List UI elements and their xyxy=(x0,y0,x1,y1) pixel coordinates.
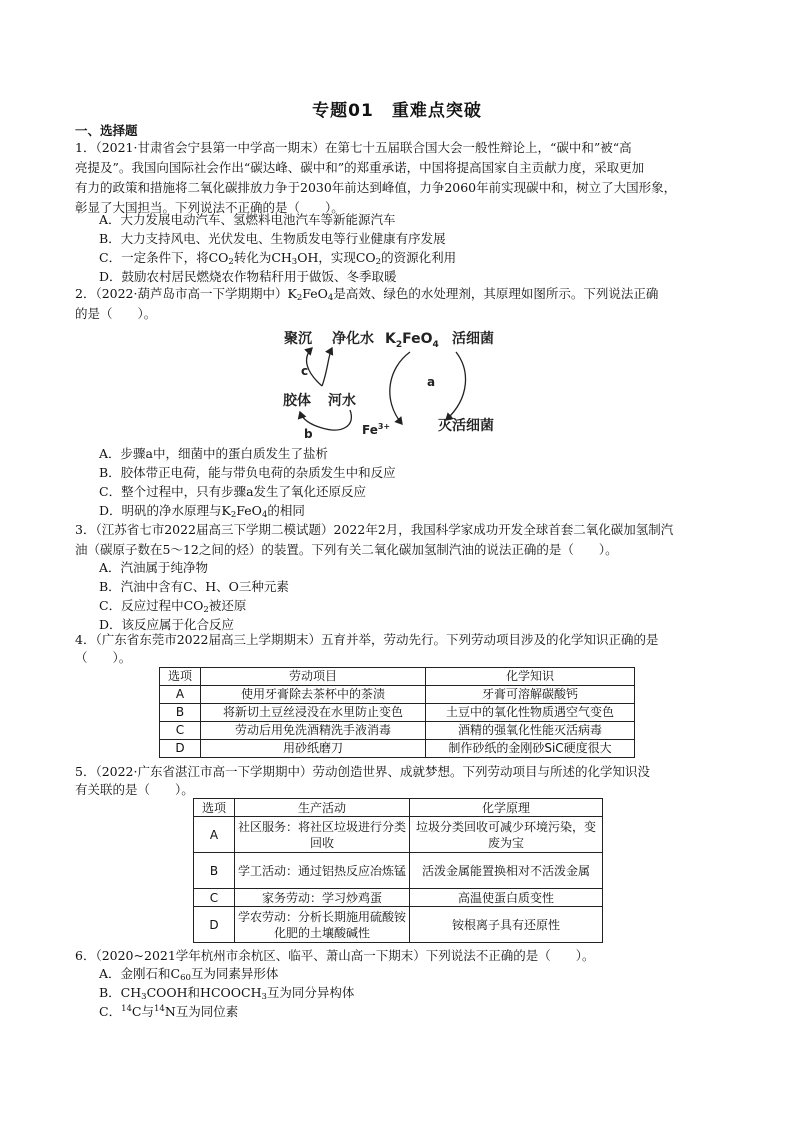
table-cell: 使用牙膏除去茶杯中的茶渍 xyxy=(201,686,426,704)
table-cell: 社区服务：将社区垃圾进行分类回收 xyxy=(235,817,410,853)
label-step-a: a xyxy=(427,375,436,389)
table-header: 生产活动 xyxy=(235,799,410,817)
table-cell: 牙膏可溶解碳酸钙 xyxy=(426,686,635,704)
label-step-c: c xyxy=(301,364,309,378)
table-row xyxy=(160,704,635,722)
table-row xyxy=(160,722,635,740)
question-2-option-a: A．步骤a中，细菌中的蛋白质发生了盐析 xyxy=(99,446,328,461)
question-1-line: 有力的政策和措施将二氧化碳排放力争于2030年前达到峰值，力争2060年前实现碳中和，树立了大国形象， xyxy=(75,180,677,195)
water-treatment-diagram xyxy=(270,322,530,444)
table-cell: 家务劳动：学习炒鸡蛋 xyxy=(235,889,410,907)
labor-table xyxy=(159,667,635,758)
label-miehuo: 灭活细菌 xyxy=(438,418,494,434)
table-cell: 将新切土豆丝浸没在水里防止变色 xyxy=(201,704,426,722)
question-2-line: 2．（2022·葫芦岛市高一下学期期中）$K_2FeO_4$是高效、绿色的水处理剂，其原理如图所示。下列说法正确 xyxy=(75,286,659,303)
table-row xyxy=(160,740,635,758)
question-3-option-c: C．反应过程中$CO_2$被还原 xyxy=(99,598,247,615)
production-table xyxy=(193,798,603,943)
table-cell: 酒精的强氧化性能灭活病毒 xyxy=(426,722,635,740)
table-row xyxy=(194,853,603,889)
table-header-row xyxy=(194,799,603,817)
table-cell: 土豆中的氧化性物质遇空气变色 xyxy=(426,704,635,722)
table-cell: 垃圾分类回收可减少环境污染，变废为宝 xyxy=(410,817,603,853)
table-header: 化学原理 xyxy=(410,799,603,817)
label-jinghuashui: 净化水 xyxy=(332,331,374,347)
label-fe3: $Fe^{3+}$ xyxy=(362,422,391,437)
table-header: 劳动项目 xyxy=(201,668,426,686)
label-heshui: 河水 xyxy=(328,393,356,409)
question-2-option-b: B．胶体带正电荷，能与带负电荷的杂质发生中和反应 xyxy=(99,465,396,480)
section-heading: 一、选择题 xyxy=(75,123,138,138)
table-header: 选项 xyxy=(194,799,235,817)
question-3-line: 油（碳原子数在5～12之间的烃）的装置。下列有关二氧化碳加氢制汽油的说法正确的是（ ）。 xyxy=(75,542,618,557)
question-3-option-a: A．汽油属于纯净物 xyxy=(99,560,209,575)
question-3-option-d: D．该反应属于化合反应 xyxy=(99,617,235,632)
question-2-line: 的是（ ）。 xyxy=(75,306,157,321)
question-5-line: 5．（2022·广东省湛江市高一下学期期中）劳动创造世界、成就梦想。下列劳动项目与所述的化学知识没 xyxy=(75,764,650,779)
page-title: 专题01 重难点突破 xyxy=(312,101,482,121)
table-cell: A xyxy=(160,686,201,704)
label-k2feo4: $K_2FeO_4$ xyxy=(385,331,439,350)
question-5-line: 有关联的是（ ）。 xyxy=(75,782,194,797)
question-4-line: 4．（广东省东莞市2022届高三上学期期末）五育并举，劳动先行。下列劳动项目涉及的化学知识正确的是 xyxy=(75,632,659,647)
question-6-line: 6．（2020~2021学年杭州市余杭区、临平、萧山高一下期末）下列说法不正确的是（ ）。 xyxy=(75,948,595,963)
table-cell: 学农劳动：分析长期施用硫酸铵化肥的土壤酸碱性 xyxy=(235,907,410,943)
table-cell: B xyxy=(160,704,201,722)
arrow-c-jinghuashui xyxy=(322,348,332,386)
table-header-row xyxy=(160,668,635,686)
question-4-line: （ ）。 xyxy=(75,650,132,665)
question-1-line: 1．（2021·甘肃省会宁县第一中学高一期末）在第七十五届联合国大会一般性辩论上，“碳中和”被“高 xyxy=(75,140,632,155)
table-cell: A xyxy=(194,817,235,853)
arrow-a-fe xyxy=(390,352,410,424)
table-cell: 制作砂纸的金刚砂SiC硬度很大 xyxy=(426,740,635,758)
question-6-option-a: A．金刚石和$C_{60}$互为同素异形体 xyxy=(99,966,279,983)
label-jucheng: 聚沉 xyxy=(284,331,312,347)
question-2-option-c: C．整个过程中，只有步骤a发生了氧化还原反应 xyxy=(99,484,367,499)
arrow-c-jucheng xyxy=(307,348,322,386)
question-6-option-b: B．$CH_3COOH$和$HCOOCH_3$互为同分异构体 xyxy=(99,985,355,1002)
label-huoxijun: 活细菌 xyxy=(452,331,494,347)
question-1-option-b: B．大力支持风电、光伏发电、生物质发电等行业健康有序发展 xyxy=(99,231,446,246)
question-2-option-d: D．明矾的净水原理与$K_2FeO_4$的相同 xyxy=(99,503,305,520)
table-cell: 铵根离子具有还原性 xyxy=(410,907,603,943)
table-cell: 活泼金属能置换相对不活泼金属 xyxy=(410,853,603,889)
question-1-option-c: C．一定条件下，将$CO_2$转化为$CH_3OH$，实现$CO_2$的资源化利用 xyxy=(99,250,457,267)
table-header: 化学知识 xyxy=(426,668,635,686)
table-cell: D xyxy=(194,907,235,943)
question-1-line: 亮提及”。我国向国际社会作出“碳达峰、碳中和”的郑重承诺，中国将提高国家自主贡献力度，采取更加 xyxy=(75,160,645,175)
table-header: 选项 xyxy=(160,668,201,686)
question-1-option-a: A．大力发展电动汽车、氢燃料电池汽车等新能源汽车 xyxy=(99,212,396,227)
label-step-b: b xyxy=(304,427,313,441)
table-cell: 高温使蛋白质变性 xyxy=(410,889,603,907)
table-cell: 学工活动：通过铝热反应冶炼锰 xyxy=(235,853,410,889)
table-row xyxy=(160,686,635,704)
table-row xyxy=(194,817,603,853)
question-1-line: 彰显了大国担当。下列说法不正确的是（ ）。 xyxy=(75,200,344,215)
arrow-a-bacteria xyxy=(446,352,465,420)
table-cell: 用砂纸磨刀 xyxy=(201,740,426,758)
table-cell: 劳动后用免洗酒精洗手液消毒 xyxy=(201,722,426,740)
label-jiaoti: 胶体 xyxy=(283,393,311,409)
question-1-option-d: D．鼓励农村居民燃烧农作物秸秆用于做饭、冬季取暖 xyxy=(99,269,397,284)
table-row xyxy=(194,889,603,907)
question-6-option-c: C．$^{14}$C与$^{14}$N互为同位素 xyxy=(99,1004,239,1019)
table-row xyxy=(194,907,603,943)
table-cell: D xyxy=(160,740,201,758)
question-3-line: 3．（江苏省七市2022届高三下学期二模试题）2022年2月，我国科学家成功开发全球首套二氧化碳加氢制汽 xyxy=(75,522,674,537)
table-cell: C xyxy=(160,722,201,740)
table-cell: B xyxy=(194,853,235,889)
question-3-option-b: B．汽油中含有C、H、O三种元素 xyxy=(99,579,289,594)
table-cell: C xyxy=(194,889,235,907)
